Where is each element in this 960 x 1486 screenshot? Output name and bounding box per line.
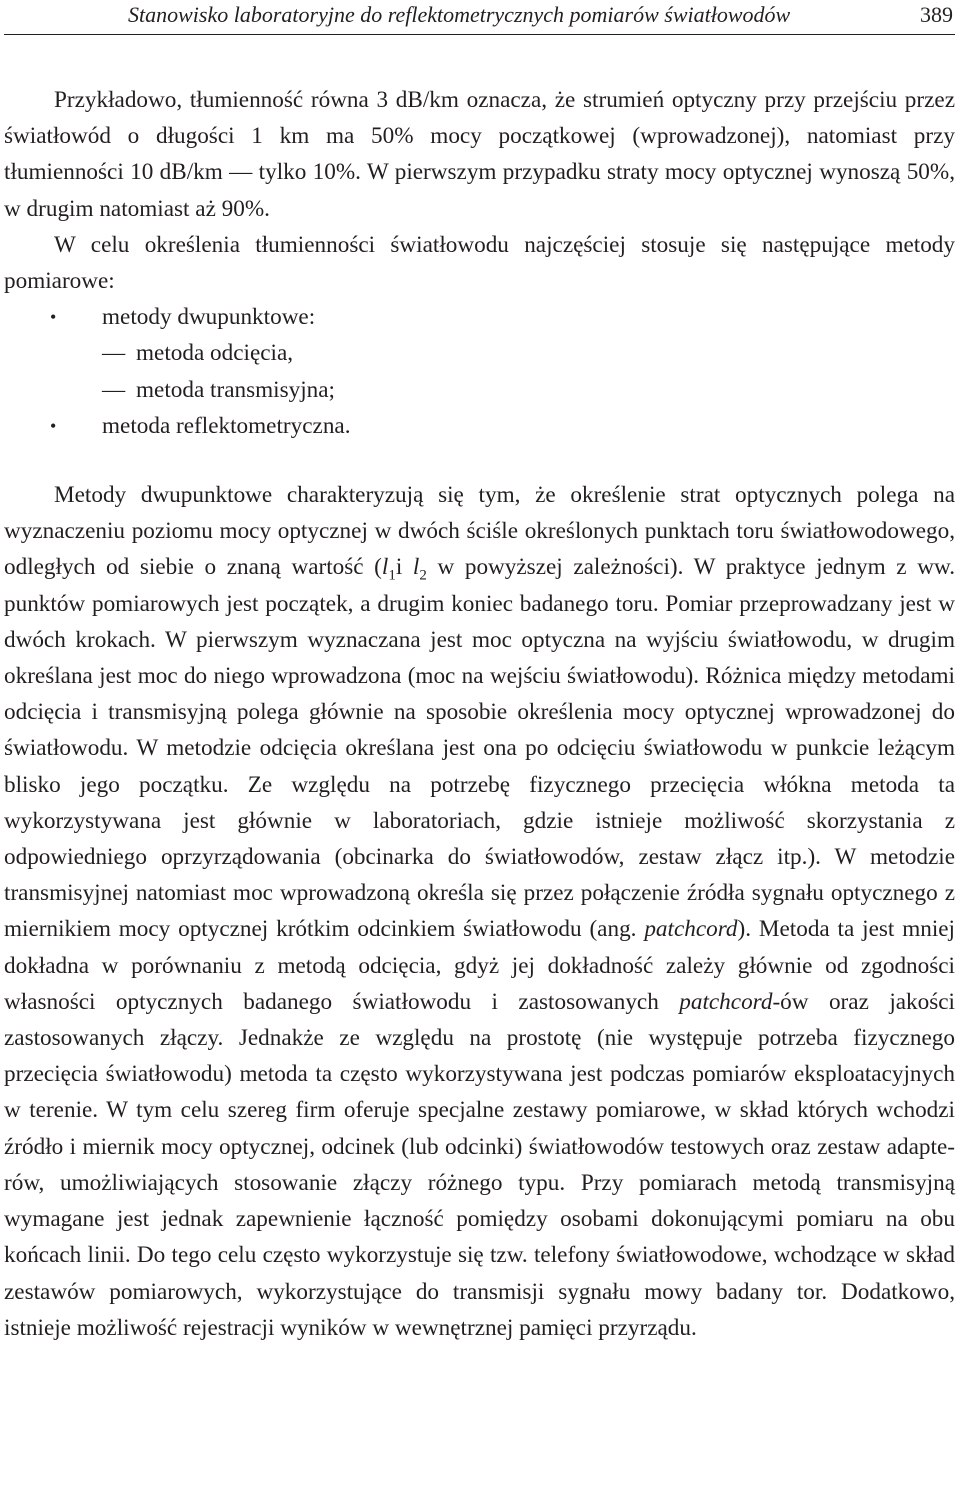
measurement-methods-list	[4, 299, 955, 444]
list-item-label: metody dwupunktowe:	[102, 304, 316, 331]
document-page	[4, 0, 955, 1346]
list-item-label: metoda transmisyjna;	[136, 376, 335, 403]
bullet-icon: •	[50, 307, 57, 328]
paragraph-methods-intro: W celu określenia tłumienności światłowodu najczęściej stosuje się następujące metody pomiarowe:	[4, 231, 955, 295]
term-patchcord: patchcord	[644, 916, 738, 943]
subscript-2: 2	[419, 568, 427, 585]
term-patchcord: patchcord	[679, 988, 773, 1015]
page-number: 389	[920, 2, 953, 27]
list-item-transmission	[102, 372, 955, 408]
paragraph-two-point-methods	[4, 477, 955, 1346]
text-segment: i	[395, 554, 413, 581]
subscript-1: 1	[388, 568, 396, 585]
variable-l1: l	[381, 554, 389, 581]
running-title: Stanowisko laboratoryjne do reflektometrycznych pomiarów światłowodów	[128, 2, 791, 27]
dash-icon: —	[102, 340, 126, 367]
list-item-label: metoda odcięcia,	[136, 340, 294, 367]
list-item-cutback	[102, 335, 955, 371]
text-segment: w powyższej zależności). W praktyce jednym z ww. punktów pomiarowych jest początek, a drugim koniec badanego toru. Pomiar przeprowadzany jest w dwóch krokach. W pierwszym wyznaczana jest moc optyczna na wyjściu światłowodu, w drugim określana jest moc do niego wprowadzona (moc na wejściu światłowodu). Różnica między metodami odcięcia i transmisyjną polega głównie na sposobie określenia mocy optycznej wprowadzonej do światłowodu. W metodzie odcięcia określana jest ona po odcięciu światłowodu w punkcie leżącym blisko jego początku. Ze względu na potrzebę fizycznego przecięcia włókna metoda ta wykorzystywana jest głównie w laboratoriach, gdzie istnieje możliwość skorzystania z odpowiedniego oprzyrządowania (obcinarka do światłowodów, zestaw złącz itp.). W metodzie transmisyjnej natomiast moc wprowadzoną określa się przez połączenie źródła sygnału optycznego z miernikiem mocy optycznej krótkim odcinkiem światłowodu (ang.	[4, 554, 955, 943]
text-segment: ). Metoda ta jest mniej dokładna w porównaniu z metodą odcięcia, gdyż jej dokładność zależy głównie od zgodności własności optycznych badanego światłowodu i zastosowanych	[4, 916, 955, 1015]
dash-icon: —	[102, 376, 126, 403]
running-header	[4, 0, 955, 35]
paragraph-attenuation-example: Przykładowo, tłumienność równa 3 dB/km oznacza, że strumień optyczny przy przejściu przez światłowód o długości 1 km ma 50% mocy początkowej (wprowadzonej), natomiast przy tłumienności 10 dB/km — tylko 10%. W pierwszym przypadku straty mocy optycznej wynoszą 50%, w drugim natomiast aż 90%.	[4, 87, 955, 222]
list-item-reflectometric	[4, 408, 955, 444]
variable-l2: l	[412, 554, 420, 581]
two-point-sublist	[102, 335, 955, 407]
text-segment: Metody dwupunktowe charakteryzują się tym, że określenie strat optycznych polega na wyznaczeniu poziomu mocy optycznej w dwóch ściśle określonych punktach toru światłowodowego, odległych od siebie o znaną wartość (	[4, 482, 955, 581]
list-item-two-point	[4, 299, 955, 408]
bullet-icon: •	[50, 415, 57, 436]
list-item-label: metoda reflektometryczna.	[102, 412, 351, 439]
text-segment: -ów oraz jakości zastosowanych złączy. Jednakże ze względu na prostotę (nie występuje potrzeba fizycznego przecięcia światłowodu) metoda ta często wykorzystywana jest podczas pomiarów eksploatacyjnych w terenie. W tym celu szereg firm oferuje specjalne zestawy pomiarowe, w skład których wchodzi źródło i miernik mocy optycznej, odcinek (lub odcinki) światłowodów testowych oraz zestaw adapterów, umożliwiających stosowanie złączy różnego typu. Przy pomiarach metodą transmisyjną wymagane jest jednak zapewnienie łączność pomiędzy osobami dokonującymi pomiaru na obu końcach linii. Do tego celu często wykorzystuje się tzw. telefony światłowodowe, wchodzące w skład zestawów pomiarowych, wykorzystujące do transmisji sygnału mowy badany tor. Dodatkowo, istnieje możliwość rejestracji wyników w wewnętrznej pamięci przyrządu.	[4, 988, 955, 1341]
